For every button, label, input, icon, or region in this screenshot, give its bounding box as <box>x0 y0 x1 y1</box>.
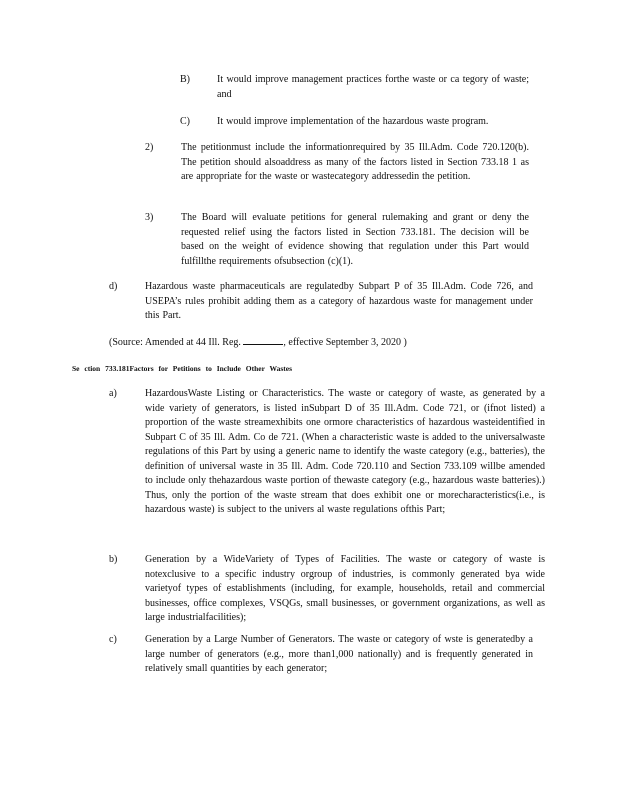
item-b-label: B) <box>180 74 190 85</box>
section-item-c-text: Generation by a Large Number of Generators. The waste or category of wste is generatedby a large number of generators (e.g., more than1,000 nationally) and is frequently generated in relatively small quantities by each generator; <box>145 634 533 674</box>
section-item-c-label: c) <box>109 634 117 645</box>
item-d-text: Hazardous waste pharmaceuticals are regulatedby Subpart P of 35 Ill.Adm. Code 726, and USEPA’s rules prohibit adding them as a category of hazardous waste for management under this Part. <box>145 281 533 321</box>
section-heading: Se ction 733.181Factors for Petitions to Include Other Wastes <box>72 364 293 373</box>
item-c-label: C) <box>180 116 190 127</box>
section-item-a-text: HazardousWaste Listing or Characteristics. The waste or category of waste, as generated by a wide variety of generators, is listed inSubpart D of 35 Ill.Adm. Code 721, or (ifnot listed) a proportion of the waste streamexhibits one ormore characteristics of hazardous wasteidentified in Subpart C of 35 Ill. Adm. Co de 721. (When a characteristic waste is added to the universalwaste regulations of this Part by using a generic name to identify the waste category (e.g., batteries), the definition of universal waste in 35 Ill. Adm. Code 720.110 and Section 733.109 willbe amended to include only thehazardous waste portion of thewaste category (e.g., hazardous waste batteries).) Thus, only the portion of the waste stream that does exhibit one or morecharacteristics(i.e., is hazardous waste) is subject to the univers al waste regulations ofthis Part; <box>145 388 545 515</box>
source-note <box>109 335 407 350</box>
source-blank-line <box>243 335 283 345</box>
item-b-text: It would improve management practices forthe waste or ca tegory of waste; and <box>217 74 529 100</box>
source-suffix: , effective September 3, 2020 ) <box>283 337 407 348</box>
section-item-a-label: a) <box>109 388 117 399</box>
section-item-b-text: Generation by a WideVariety of Types of Facilities. The waste or category of waste is notexclusive to a specific industry orgroup of industries, is commonly generated bya wide varietyof types of establishments (including, for example, households, retail and commercial businesses, office complexes, VSQGs, small businesses, or government organizations, as well as large industrialfacilities); <box>145 554 545 623</box>
item-3-text: The Board will evaluate petitions for general rulemaking and grant or deny the requested relief using the factors listed in Section 733.181. The decision will be based on the weight of evidence showing that regulation under this Part would fulfillthe requirements ofsubsection (c)(1). <box>181 212 529 267</box>
item-c-text: It would improve implementation of the hazardous waste program. <box>217 116 489 127</box>
item-2-label: 2) <box>145 142 154 153</box>
section-item-b-label: b) <box>109 554 118 565</box>
item-2-text: The petitionmust include the informationrequired by 35 Ill.Adm. Code 720.120(b). The petition should alsoaddress as many of the factors listed in Section 733.18 1 as are appropriate for the waste or wastecategory addressedin the petition. <box>181 142 529 182</box>
item-d-label: d) <box>109 281 118 292</box>
source-prefix: (Source: Amended at 44 Ill. Reg. <box>109 337 241 348</box>
item-3-label: 3) <box>145 212 154 223</box>
